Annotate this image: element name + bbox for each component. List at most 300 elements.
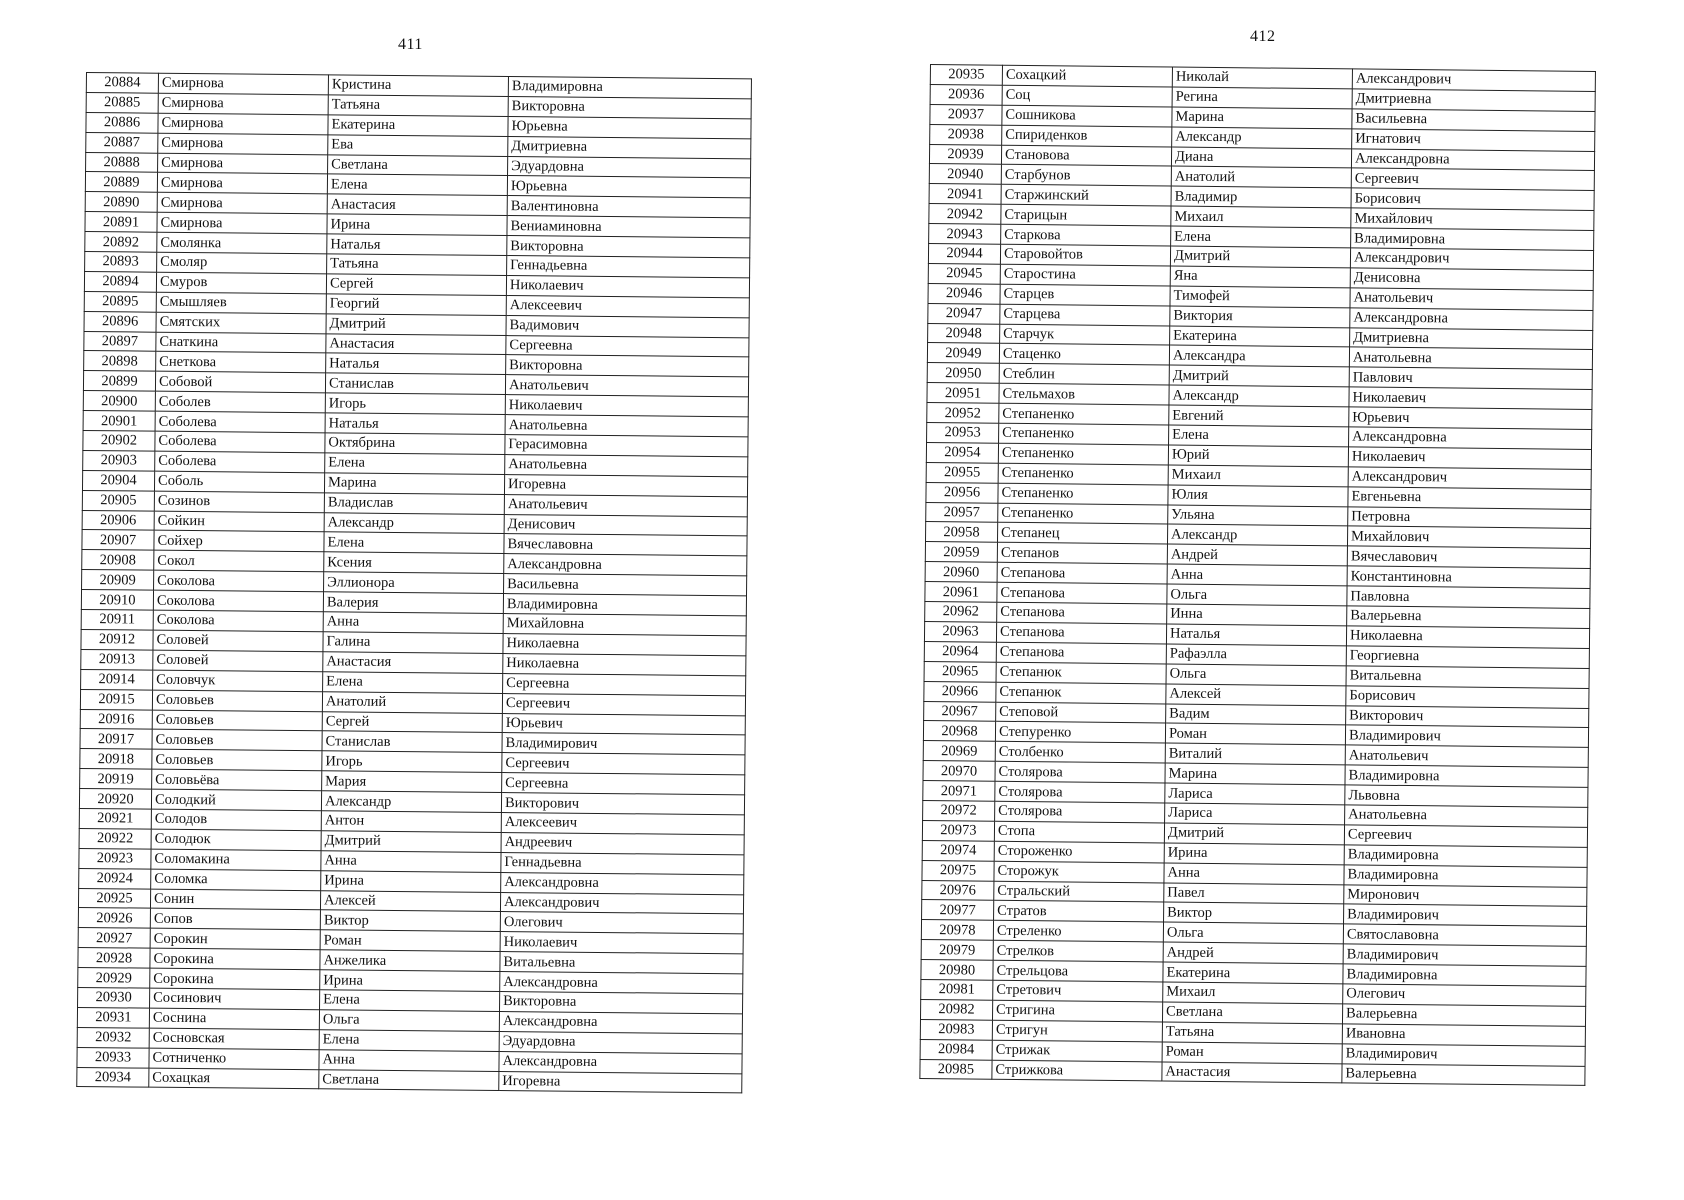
register-table-body [77, 73, 752, 1094]
surname-cell: Смирнова [158, 113, 328, 135]
patronymic-cell: Вячеславовна [504, 534, 747, 556]
record-number-cell: 20975 [922, 860, 994, 881]
patronymic-cell: Александровна [499, 1051, 742, 1073]
record-number-cell: 20985 [920, 1059, 992, 1080]
record-number-cell: 20963 [924, 621, 996, 642]
record-number-cell: 20887 [86, 132, 158, 153]
surname-cell: Степаненко [998, 503, 1168, 525]
first-name-cell: Андрей [1167, 544, 1347, 566]
surname-cell: Сошникова [1002, 105, 1172, 127]
surname-cell: Соловей [153, 650, 323, 672]
first-name-cell: Елена [1171, 226, 1351, 248]
patronymic-cell: Владимировна [1351, 228, 1594, 250]
patronymic-cell: Сергеевна [503, 673, 746, 695]
patronymic-cell: Павлович [1349, 367, 1592, 389]
surname-cell: Сорокина [150, 968, 320, 990]
record-number-cell: 20911 [81, 610, 153, 631]
record-number-cell: 20937 [930, 104, 1002, 125]
patronymic-cell: Витальевна [500, 952, 743, 974]
patronymic-cell: Анатольевна [505, 415, 748, 437]
patronymic-cell: Владимировна [1344, 845, 1587, 867]
patronymic-cell: Владимирович [1343, 944, 1586, 966]
patronymic-cell: Николаевич [1349, 387, 1592, 409]
patronymic-cell: Александрович [1352, 69, 1595, 91]
record-number-cell: 20976 [922, 880, 994, 901]
surname-cell: Стрижкова [992, 1060, 1162, 1082]
first-name-cell: Наталья [1166, 624, 1346, 646]
patronymic-cell: Вячеславович [1347, 546, 1590, 568]
first-name-cell: Анна [323, 612, 503, 634]
record-number-cell: 20891 [85, 212, 157, 233]
record-number-cell: 20965 [924, 661, 996, 682]
surname-cell: Соловьев [152, 710, 322, 732]
first-name-cell: Михаил [1171, 206, 1351, 228]
patronymic-cell: Львовна [1345, 785, 1588, 807]
first-name-cell: Мария [322, 771, 502, 793]
patronymic-cell: Викторовна [507, 236, 750, 258]
surname-cell: Степанова [997, 582, 1167, 604]
record-number-cell: 20967 [924, 701, 996, 722]
first-name-cell: Елена [325, 453, 505, 475]
surname-cell: Столярова [995, 781, 1165, 803]
surname-cell: Солодюк [151, 829, 321, 851]
record-number-cell: 20969 [923, 741, 995, 762]
record-number-cell: 20914 [81, 669, 153, 690]
patronymic-cell: Владимировна [1343, 964, 1586, 986]
surname-cell: Соловей [153, 630, 323, 652]
first-name-cell: Татьяна [327, 254, 507, 276]
surname-cell: Степанюк [996, 662, 1166, 684]
record-number-cell: 20944 [928, 244, 1000, 265]
surname-cell: Соколова [153, 590, 323, 612]
surname-cell: Степанова [996, 622, 1166, 644]
surname-cell: Стратов [994, 901, 1164, 923]
surname-cell: Старжинский [1001, 185, 1171, 207]
patronymic-cell: Павловна [1347, 586, 1590, 608]
record-number-cell: 20934 [77, 1067, 149, 1088]
patronymic-cell: Валерьевна [1342, 1063, 1585, 1085]
first-name-cell: Елена [327, 174, 507, 196]
first-name-cell: Ульяна [1168, 505, 1348, 527]
surname-cell: Соловьев [152, 730, 322, 752]
patronymic-cell: Олегович [1343, 984, 1586, 1006]
patronymic-cell: Николаевич [500, 932, 743, 954]
patronymic-cell: Васильевна [504, 574, 747, 596]
patronymic-cell: Викторович [1346, 705, 1589, 727]
first-name-cell: Дмитрий [321, 831, 501, 853]
first-name-cell: Марина [324, 473, 504, 495]
surname-cell: Солодкий [151, 789, 321, 811]
record-number-cell: 20960 [925, 562, 997, 583]
first-name-cell: Рафаэлла [1166, 644, 1346, 666]
surname-cell: Смирнова [158, 93, 328, 115]
first-name-cell: Игорь [322, 751, 502, 773]
first-name-cell: Сергей [322, 711, 502, 733]
record-number-cell: 20925 [78, 888, 150, 909]
record-number-cell: 20972 [923, 800, 995, 821]
surname-cell: Соломакина [151, 849, 321, 871]
record-number-cell: 20908 [82, 550, 154, 571]
first-name-cell: Эллионора [324, 572, 504, 594]
record-number-cell: 20924 [79, 868, 151, 889]
record-number-cell: 20958 [925, 522, 997, 543]
record-number-cell: 20950 [927, 363, 999, 384]
surname-cell: Старцев [1000, 284, 1170, 306]
first-name-cell: Роман [1165, 723, 1345, 745]
record-number-cell: 20984 [920, 1039, 992, 1060]
patronymic-cell: Вадимович [506, 315, 749, 337]
first-name-cell: Анастасия [323, 652, 503, 674]
patronymic-cell: Борисович [1351, 188, 1594, 210]
first-name-cell: Виталий [1165, 743, 1345, 765]
patronymic-cell: Эдуардовна [508, 156, 751, 178]
surname-cell: Старчук [1000, 324, 1170, 346]
surname-cell: Соломка [151, 869, 321, 891]
record-number-cell: 20955 [926, 462, 998, 483]
first-name-cell: Юрий [1168, 445, 1348, 467]
first-name-cell: Ирина [1164, 843, 1344, 865]
patronymic-cell: Николаевич [506, 275, 749, 297]
first-name-cell: Светлана [1162, 1002, 1342, 1024]
record-number-cell: 20922 [79, 828, 151, 849]
patronymic-cell: Владимировна [503, 594, 746, 616]
surname-cell: Смуров [156, 272, 326, 294]
record-number-cell: 20905 [82, 490, 154, 511]
surname-cell: Степаненко [998, 443, 1168, 465]
record-number-cell: 20964 [924, 641, 996, 662]
first-name-cell: Светлана [328, 154, 508, 176]
patronymic-cell: Вениаминовна [507, 216, 750, 238]
record-number-cell: 20893 [85, 252, 157, 273]
record-number-cell: 20931 [77, 1007, 149, 1028]
record-number-cell: 20966 [924, 681, 996, 702]
record-number-cell: 20930 [78, 987, 150, 1008]
patronymic-cell: Константиновна [1347, 566, 1590, 588]
surname-cell: Стеблин [999, 364, 1169, 386]
record-number-cell: 20901 [83, 411, 155, 432]
record-number-cell: 20904 [82, 470, 154, 491]
record-number-cell: 20915 [80, 689, 152, 710]
patronymic-cell: Николаевич [505, 395, 748, 417]
first-name-cell: Наталья [327, 234, 507, 256]
surname-cell: Степанова [997, 562, 1167, 584]
record-number-cell: 20898 [84, 351, 156, 372]
first-name-cell: Александр [321, 791, 501, 813]
patronymic-cell: Валерьевна [1342, 1004, 1585, 1026]
record-number-cell: 20920 [79, 789, 151, 810]
first-name-cell: Дмитрий [1169, 365, 1349, 387]
patronymic-cell: Геннадьевна [507, 256, 750, 278]
patronymic-cell: Николаевич [1348, 447, 1591, 469]
record-number-cell: 20971 [923, 781, 995, 802]
first-name-cell: Александр [1167, 524, 1347, 546]
first-name-cell: Михаил [1163, 982, 1343, 1004]
record-number-cell: 20956 [926, 482, 998, 503]
surname-cell: Солодов [151, 809, 321, 831]
patronymic-cell: Игоревна [499, 1071, 742, 1093]
page-right [842, 0, 1684, 1200]
patronymic-cell: Юрьевна [508, 116, 751, 138]
record-number-cell: 20970 [923, 761, 995, 782]
patronymic-cell: Анатольевич [505, 375, 748, 397]
surname-cell: Сторожук [994, 861, 1164, 883]
record-number-cell: 20913 [81, 649, 153, 670]
record-number-cell: 20885 [86, 92, 158, 113]
surname-cell: Снеткова [156, 352, 326, 374]
record-number-cell: 20962 [925, 602, 997, 623]
record-number-cell: 20942 [929, 204, 1001, 225]
patronymic-cell: Юрьевич [502, 713, 745, 735]
first-name-cell: Татьяна [328, 95, 508, 117]
surname-cell: Стригина [992, 1000, 1162, 1022]
patronymic-cell: Игнатович [1352, 129, 1595, 151]
first-name-cell: Елена [324, 532, 504, 554]
surname-cell: Соловьёва [152, 769, 322, 791]
first-name-cell: Дмитрий [326, 314, 506, 336]
first-name-cell: Ольга [1163, 922, 1343, 944]
record-number-cell: 20919 [80, 769, 152, 790]
surname-cell: Сокол [154, 551, 324, 573]
first-name-cell: Татьяна [1162, 1022, 1342, 1044]
record-number-cell: 20954 [926, 442, 998, 463]
surname-cell: Столбенко [995, 742, 1165, 764]
record-number-cell: 20941 [929, 184, 1001, 205]
first-name-cell: Екатерина [1170, 326, 1350, 348]
patronymic-cell: Игоревна [504, 474, 747, 496]
surname-cell: Степаненко [998, 463, 1168, 485]
first-name-cell: Анжелика [320, 950, 500, 972]
first-name-cell: Виктор [1164, 902, 1344, 924]
patronymic-cell: Сергеевич [1344, 825, 1587, 847]
record-number-cell: 20938 [930, 124, 1002, 145]
patronymic-cell: Ивановна [1342, 1024, 1585, 1046]
record-number-cell: 20982 [920, 999, 992, 1020]
surname-cell: Старостина [1000, 264, 1170, 286]
record-number-cell: 20979 [921, 940, 993, 961]
record-number-cell: 20981 [921, 979, 993, 1000]
surname-cell: Смирнова [158, 153, 328, 175]
surname-cell: Смирнова [157, 193, 327, 215]
patronymic-cell: Александровна [499, 1011, 742, 1033]
record-number-cell: 20959 [925, 542, 997, 563]
surname-cell: Соколова [154, 570, 324, 592]
surname-cell: Соколова [153, 610, 323, 632]
patronymic-cell: Анатольевна [1345, 805, 1588, 827]
surname-cell: Старовойтов [1000, 244, 1170, 266]
record-number-cell: 20947 [928, 303, 1000, 324]
surname-cell: Степовой [996, 702, 1166, 724]
patronymic-cell: Сергеевна [502, 773, 745, 795]
surname-cell: Смирнова [157, 173, 327, 195]
surname-cell: Соболева [155, 451, 325, 473]
patronymic-cell: Александровна [1350, 308, 1593, 330]
first-name-cell: Тимофей [1170, 286, 1350, 308]
surname-cell: Сопов [150, 909, 320, 931]
first-name-cell: Анна [1164, 863, 1344, 885]
surname-cell: Собовой [155, 372, 325, 394]
record-number-cell: 20890 [85, 192, 157, 213]
first-name-cell: Кристина [328, 75, 508, 97]
surname-cell: Спириденков [1002, 125, 1172, 147]
first-name-cell: Анна [319, 1049, 499, 1071]
record-number-cell: 20949 [927, 343, 999, 364]
first-name-cell: Екатерина [328, 115, 508, 137]
patronymic-cell: Денисович [504, 514, 747, 536]
record-number-cell: 20943 [929, 224, 1001, 245]
first-name-cell: Роман [1162, 1042, 1342, 1064]
first-name-cell: Виктор [320, 910, 500, 932]
first-name-cell: Марина [1165, 763, 1345, 785]
surname-cell: Степанова [996, 642, 1166, 664]
first-name-cell: Вадим [1166, 704, 1346, 726]
patronymic-cell: Дмитриевна [508, 136, 751, 158]
first-name-cell: Александр [1169, 385, 1349, 407]
first-name-cell: Дмитрий [1164, 823, 1344, 845]
first-name-cell: Михаил [1168, 465, 1348, 487]
record-number-cell: 20927 [78, 928, 150, 949]
record-number-cell: 20889 [85, 172, 157, 193]
patronymic-cell: Николаевна [503, 633, 746, 655]
register-table [919, 64, 1596, 1086]
surname-cell: Стреленко [993, 921, 1163, 943]
record-number-cell: 20939 [929, 144, 1001, 165]
surname-cell: Смирнова [158, 73, 328, 95]
record-number-cell: 20945 [928, 263, 1000, 284]
surname-cell: Столярова [995, 761, 1165, 783]
record-number-cell: 20928 [78, 948, 150, 969]
surname-cell: Стельмахов [999, 383, 1169, 405]
first-name-cell: Ирина [321, 870, 501, 892]
record-number-cell: 20968 [923, 721, 995, 742]
patronymic-cell: Валентиновна [507, 196, 750, 218]
first-name-cell: Александр [324, 512, 504, 534]
record-number-cell: 20932 [77, 1027, 149, 1048]
patronymic-cell: Сергеевич [1351, 168, 1594, 190]
first-name-cell: Ольга [1166, 664, 1346, 686]
patronymic-cell: Петровна [1348, 506, 1591, 528]
record-number-cell: 20929 [78, 968, 150, 989]
surname-cell: Сорокина [150, 948, 320, 970]
first-name-cell: Николай [1172, 67, 1352, 89]
first-name-cell: Георгий [326, 294, 506, 316]
first-name-cell: Диана [1171, 147, 1351, 169]
surname-cell: Стопа [994, 821, 1164, 843]
record-number-cell: 20900 [83, 391, 155, 412]
first-name-cell: Алексей [320, 890, 500, 912]
record-number-cell: 20902 [83, 431, 155, 452]
surname-cell: Сосновская [149, 1028, 319, 1050]
surname-cell: Старицын [1001, 204, 1171, 226]
page-number: 412 [1250, 28, 1276, 45]
record-number-cell: 20961 [925, 582, 997, 603]
first-name-cell: Ксения [324, 552, 504, 574]
first-name-cell: Анна [321, 851, 501, 873]
record-number-cell: 20899 [83, 371, 155, 392]
patronymic-cell: Александровна [501, 872, 744, 894]
patronymic-cell: Владимировна [1344, 865, 1587, 887]
patronymic-cell: Алексеевич [506, 295, 749, 317]
patronymic-cell: Александровна [500, 972, 743, 994]
record-number-cell: 20888 [86, 152, 158, 173]
surname-cell: Смирнова [157, 212, 327, 234]
patronymic-cell: Юрьевич [1349, 407, 1592, 429]
first-name-cell: Екатерина [1163, 962, 1343, 984]
surname-cell: Сохацкая [149, 1068, 319, 1090]
patronymic-cell: Герасимовна [505, 435, 748, 457]
first-name-cell: Ольга [319, 1010, 499, 1032]
patronymic-cell: Владимирович [1345, 725, 1588, 747]
first-name-cell: Анастасия [326, 333, 506, 355]
surname-cell: Степанюк [996, 682, 1166, 704]
first-name-cell: Александра [1169, 345, 1349, 367]
surname-cell: Снаткина [156, 332, 326, 354]
surname-cell: Степаненко [998, 483, 1168, 505]
record-number-cell: 20892 [85, 232, 157, 253]
surname-cell: Старкова [1001, 224, 1171, 246]
patronymic-cell: Александрович [500, 892, 743, 914]
surname-cell: Степанова [997, 602, 1167, 624]
patronymic-cell: Дмитриевна [1352, 89, 1595, 111]
first-name-cell: Владислав [324, 493, 504, 515]
surname-cell: Смолянка [157, 232, 327, 254]
patronymic-cell: Николаевна [503, 653, 746, 675]
record-number-cell: 20917 [80, 729, 152, 750]
patronymic-cell: Николаевна [1346, 626, 1589, 648]
surname-cell: Соболева [155, 411, 325, 433]
patronymic-cell: Владимирович [1342, 1044, 1585, 1066]
surname-cell: Стаценко [999, 344, 1169, 366]
record-number-cell: 20906 [82, 510, 154, 531]
surname-cell: Сохацкий [1002, 65, 1172, 87]
record-number-cell: 20952 [927, 403, 999, 424]
first-name-cell: Станислав [325, 373, 505, 395]
patronymic-cell: Анатольевна [505, 454, 748, 476]
first-name-cell: Яна [1170, 266, 1350, 288]
surname-cell: Соснина [149, 1008, 319, 1030]
record-number-cell: 20894 [84, 271, 156, 292]
surname-cell: Стрижак [992, 1040, 1162, 1062]
surname-cell: Степаненко [999, 423, 1169, 445]
surname-cell: Степанов [997, 543, 1167, 565]
patronymic-cell: Александровна [1349, 427, 1592, 449]
patronymic-cell: Анатольевич [1345, 745, 1588, 767]
surname-cell: Смышляев [156, 292, 326, 314]
patronymic-cell: Юрьевна [507, 176, 750, 198]
first-name-cell: Наталья [326, 353, 506, 375]
surname-cell: Соловчук [153, 670, 323, 692]
patronymic-cell: Сергеевна [506, 335, 749, 357]
surname-cell: Смирнова [158, 133, 328, 155]
first-name-cell: Виктория [1170, 306, 1350, 328]
record-number-cell: 20974 [922, 840, 994, 861]
surname-cell: Смятских [156, 312, 326, 334]
first-name-cell: Инна [1167, 604, 1347, 626]
surname-cell: Созинов [154, 491, 324, 513]
patronymic-cell: Викторовна [500, 991, 743, 1013]
first-name-cell: Анна [1167, 564, 1347, 586]
patronymic-cell: Витальевна [1346, 666, 1589, 688]
surname-cell: Сорокин [150, 928, 320, 950]
patronymic-cell: Анатольевна [1349, 347, 1592, 369]
record-number-cell: 20980 [921, 960, 993, 981]
first-name-cell: Галина [323, 632, 503, 654]
surname-cell: Степаненко [999, 403, 1169, 425]
first-name-cell: Анатолий [322, 691, 502, 713]
patronymic-cell: Викторовна [508, 96, 751, 118]
first-name-cell: Лариса [1165, 803, 1345, 825]
patronymic-cell: Анатольевич [504, 494, 747, 516]
record-number-cell: 20903 [83, 450, 155, 471]
